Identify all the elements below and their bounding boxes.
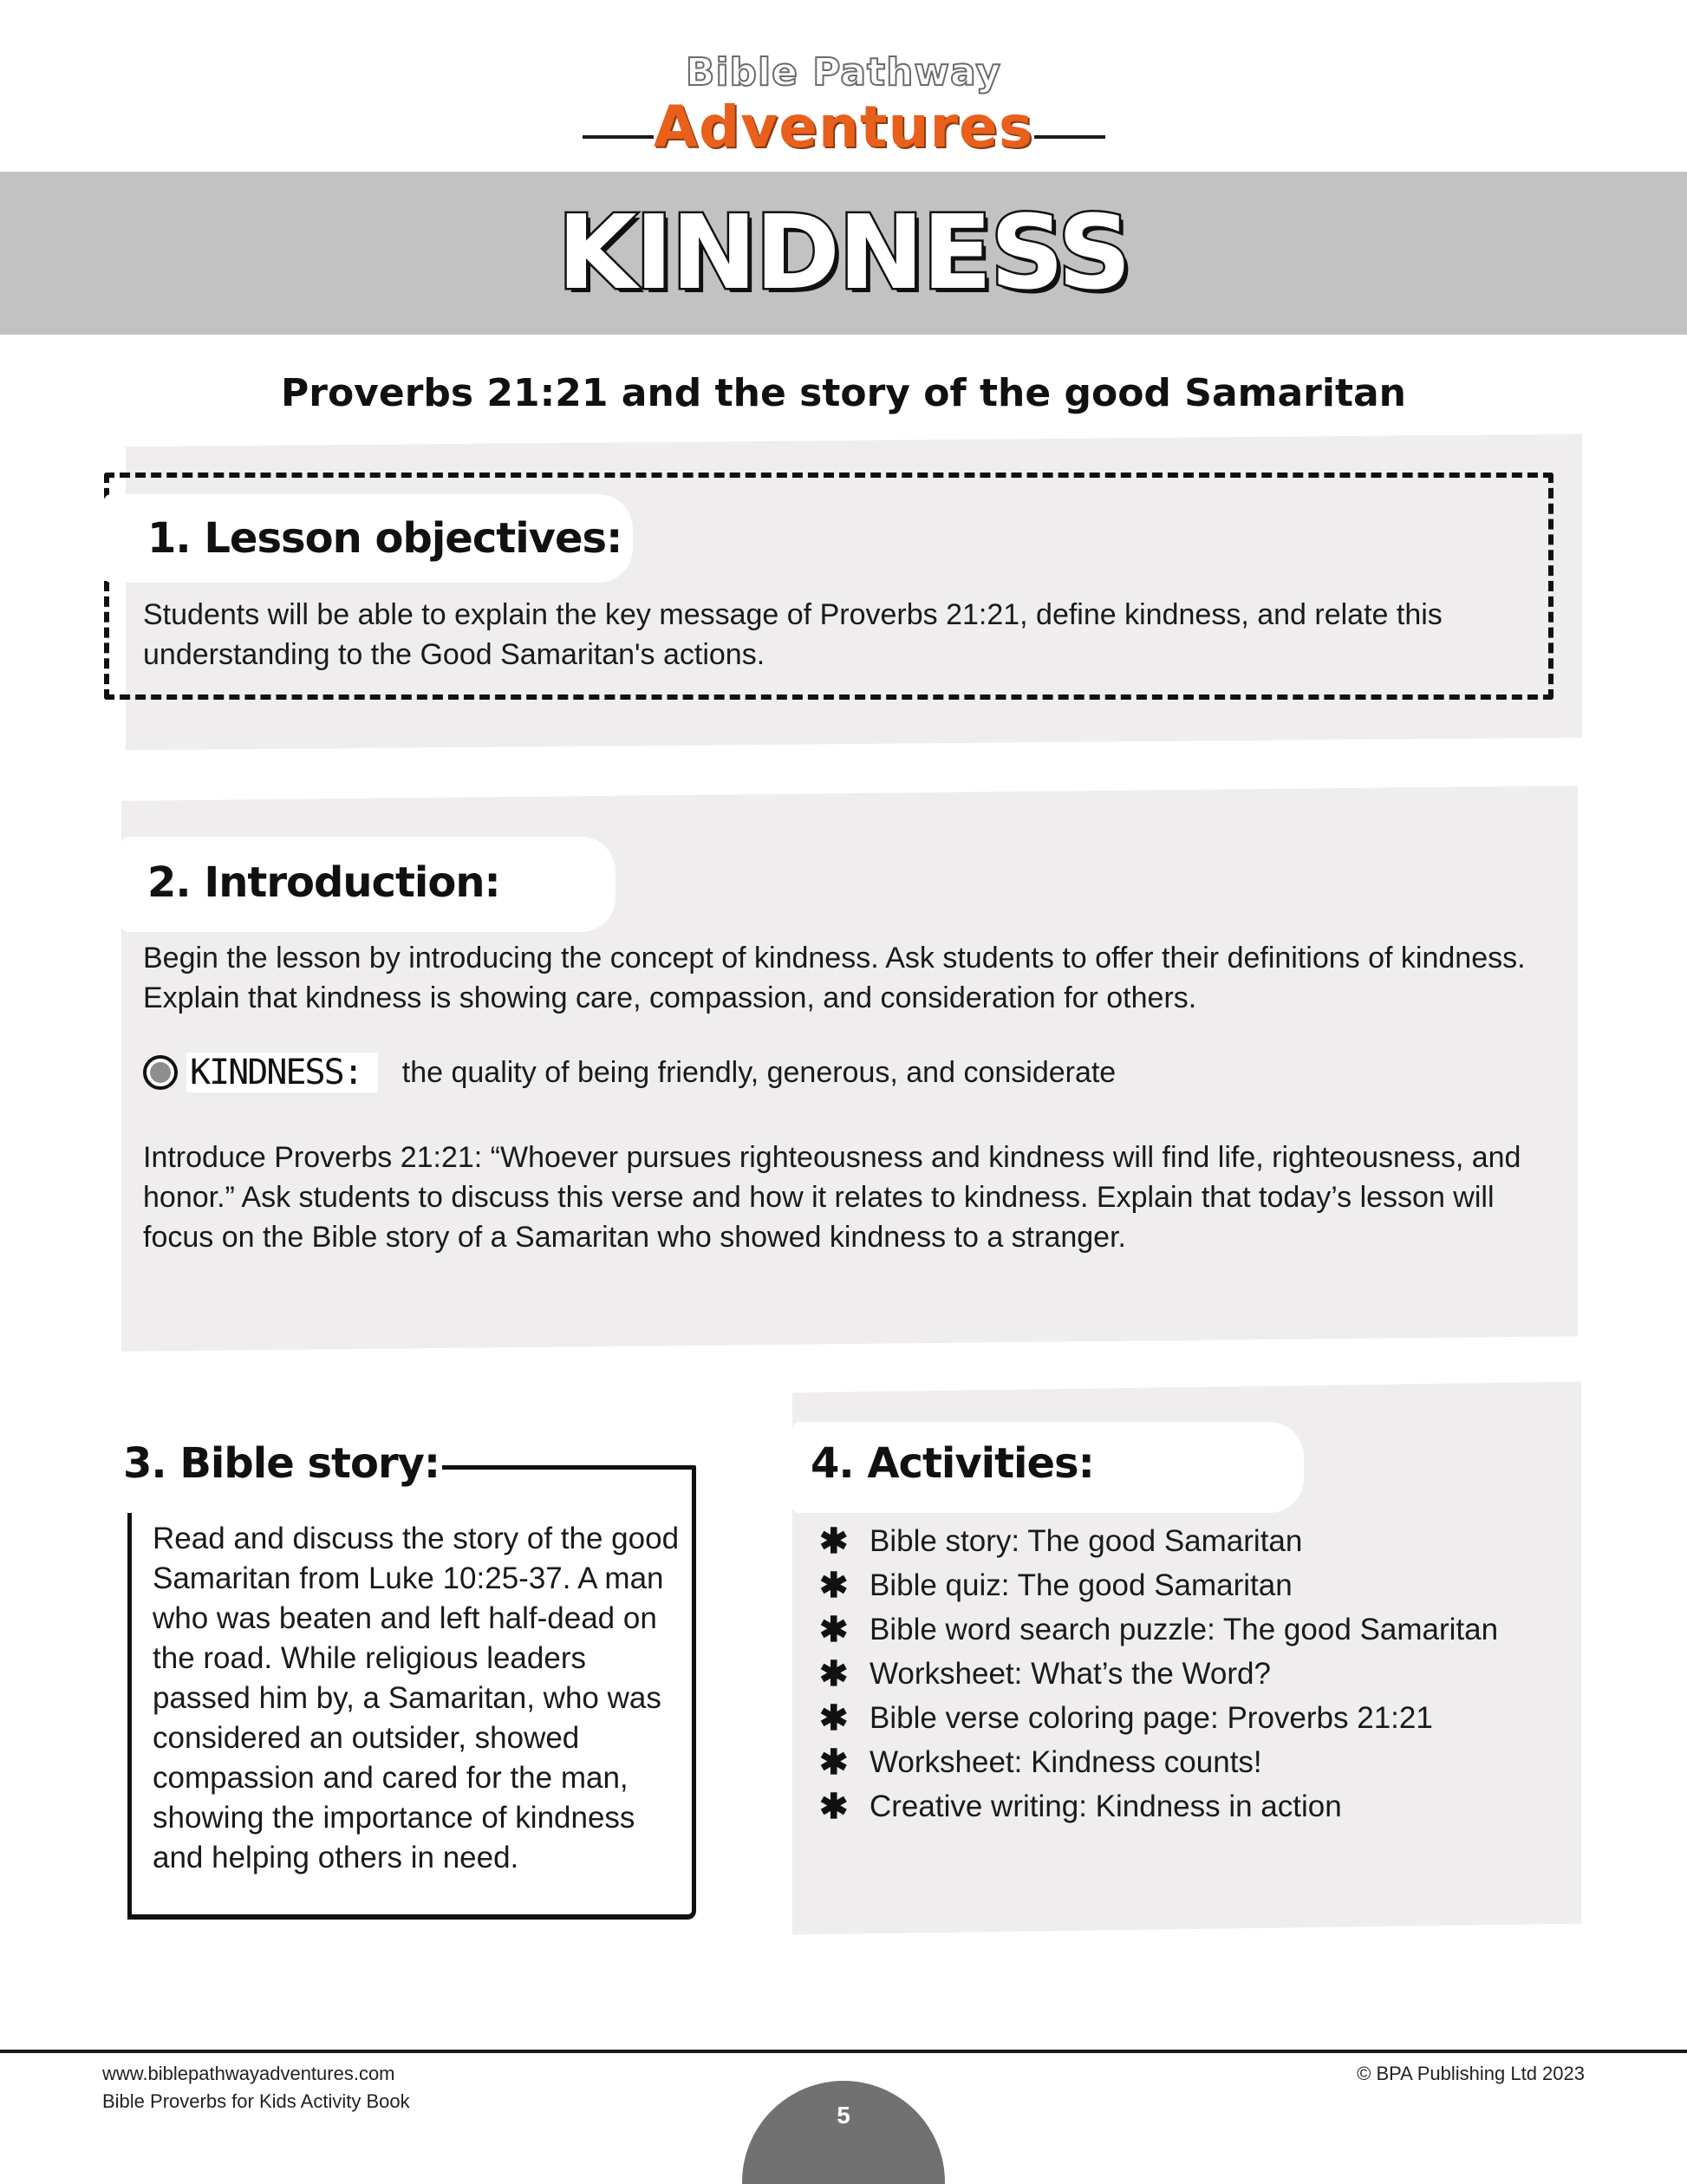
- radio-bullet-icon: [143, 1055, 178, 1090]
- list-item: [819, 1696, 1498, 1740]
- footer-left: [102, 2060, 410, 2116]
- kindness-definition: [143, 1051, 1116, 1094]
- activity-label: Creative writing: Kindness in action: [870, 1789, 1342, 1823]
- page-number: 5: [837, 2102, 850, 2129]
- activity-label: Bible word search puzzle: The good Samaritan: [870, 1612, 1499, 1646]
- logo-line-adventures: Adventures: [653, 94, 1034, 160]
- asterisk-icon: ✱: [819, 1698, 849, 1737]
- page-number-tab: [742, 2081, 945, 2184]
- footer-rule: [0, 2050, 1687, 2053]
- asterisk-icon: ✱: [819, 1610, 849, 1649]
- asterisk-icon: ✱: [819, 1522, 849, 1561]
- asterisk-icon: ✱: [819, 1743, 849, 1782]
- activity-label: Worksheet: Kindness counts!: [870, 1744, 1262, 1779]
- footer-website-link[interactable]: www.biblepathwayadventures.com: [102, 2063, 395, 2084]
- introduction-paragraph-1: Begin the lesson by introducing the concept of kindness. Ask students to offer their definitions of kindness. Explain that kindness is showing care, compassion, and consideration for others.: [143, 942, 1526, 1014]
- footer-copyright: © BPA Publishing Ltd 2023: [1357, 2063, 1585, 2084]
- footer-book-title: Bible Proverbs for Kids Activity Book: [102, 2090, 410, 2112]
- objectives-heading: 1. Lesson objectives:: [147, 514, 622, 563]
- activities-heading: 4. Activities:: [811, 1439, 1094, 1488]
- activity-label: Bible quiz: The good Samaritan: [870, 1568, 1293, 1602]
- objectives-text: Students will be able to explain the key message of Proverbs 21:21, define kindness, and relate this understanding to the Good Samaritan's actions.: [143, 598, 1443, 671]
- logo-line-bible-pathway: Bible Pathway: [685, 50, 1002, 95]
- bible-story-box-leftline: [127, 1513, 132, 1920]
- list-item: [819, 1519, 1498, 1563]
- introduction-heading: 2. Introduction:: [147, 858, 500, 907]
- list-item: [819, 1740, 1498, 1784]
- list-item: [819, 1652, 1498, 1696]
- list-item: [819, 1563, 1498, 1607]
- activities-list: [819, 1519, 1498, 1829]
- bible-story-box-topline: [442, 1465, 695, 1470]
- bible-story-text: Read and discuss the story of the good Samaritan from Luke 10:25-37. A man who was beaten and left half-dead on the road. While religious leaders passed him by, a Samaritan, who was considered an outsider, showed compassion and cared for the man, showing the importance of kindness and helping others in need.: [153, 1522, 680, 1874]
- asterisk-icon: ✱: [819, 1787, 849, 1826]
- definition-meaning: the quality of being friendly, generous, and considerate: [401, 1055, 1117, 1089]
- asterisk-icon: ✱: [819, 1566, 849, 1605]
- asterisk-icon: ✱: [819, 1654, 849, 1693]
- bible-story-heading: 3. Bible story:: [123, 1439, 440, 1488]
- activity-label: Worksheet: What’s the Word?: [870, 1656, 1271, 1691]
- introduction-paragraph-2: Introduce Proverbs 21:21: “Whoever pursues righteousness and kindness will find life, righteousness, and honor.” Ask students to discuss this verse and how it relates to kindness. Explain that today’s lesson will focus on the Bible story of a Samaritan who showed kindness to a stranger.: [143, 1141, 1521, 1254]
- activity-label: Bible verse coloring page: Proverbs 21:21: [870, 1700, 1433, 1735]
- page-title: KINDNESS: [557, 192, 1130, 312]
- page-subtitle: Proverbs 21:21 and the story of the good Samaritan: [281, 371, 1406, 415]
- definition-term: KINDNESS:: [186, 1053, 378, 1092]
- activity-label: Bible story: The good Samaritan: [870, 1523, 1303, 1558]
- list-item: [819, 1784, 1498, 1829]
- list-item: [819, 1607, 1498, 1652]
